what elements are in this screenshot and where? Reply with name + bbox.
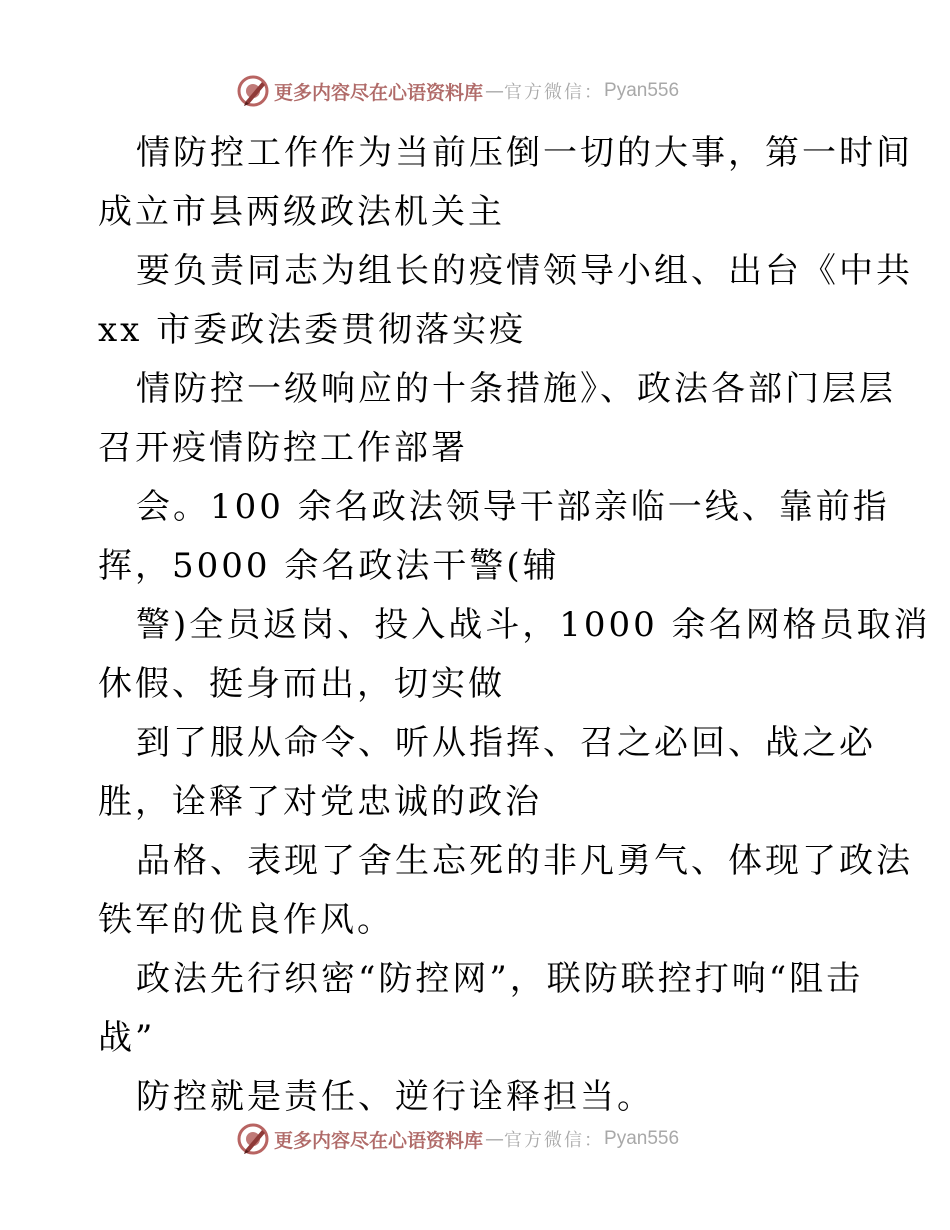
watermark-wechat-id: Pyan556 [604,80,680,101]
watermark-dash: — [485,80,505,102]
paragraph [98,1068,858,1127]
watermark-wechat-id: Pyan556 [604,1128,680,1149]
text-line: 休假、挺身而出，切实做 [98,664,505,704]
text-line: 品格、表现了舍生忘死的非凡勇气、体现了政法 [136,841,913,881]
text-line: 召开疫情防控工作部署 [98,428,468,468]
watermark-wechat-label: 官方微信： [504,1130,605,1151]
text-line: 铁军的优良作风。 [98,900,394,940]
text-line: 胜，诠释了对党忠诚的政治 [98,782,542,822]
text-line: 到了服从命令、听从指挥、召之必回、战之必 [136,723,876,763]
text-line: 防控就是责任、逆行诠释担当。 [136,1077,654,1117]
paragraph [98,832,913,950]
text-line: 警)全员返岗、投入战斗，1000 余名网格员取消 [136,605,931,645]
paragraph [98,478,890,596]
text-line: 情防控工作作为当前压倒一切的大事，第一时间 [136,133,913,173]
text-line: 战” [98,1018,156,1058]
header-watermark-banner [236,73,679,109]
text-line: xx 市委政法委贯彻落实疫 [98,310,527,350]
text-line: 要负责同志为组长的疫情领导小组、出台《中共 [136,251,913,291]
paragraph [98,950,864,1068]
text-line: 成立市县两级政法机关主 [98,192,505,232]
watermark-wechat-label: 官方微信： [504,82,605,103]
paragraph [98,714,876,832]
paragraph [98,242,913,360]
text-line: 政法先行织密“防控网”，联防联控打响“阻击 [136,959,864,999]
text-line: 会。100 余名政法领导干部亲临一线、靠前指 [136,487,890,527]
pen-logo-icon [236,1122,270,1156]
watermark-title: 更多内容尽在心语资料库 [274,81,484,104]
footer-watermark-banner [236,1121,679,1157]
text-line: 情防控一级响应的十条措施》、政法各部门层层 [136,369,896,409]
paragraph [98,124,913,242]
document-body [98,124,931,1127]
paragraph [98,360,896,478]
watermark-dash: — [485,1128,505,1150]
pen-logo-icon [236,74,270,108]
watermark-title: 更多内容尽在心语资料库 [274,1129,484,1152]
text-line: 挥，5000 余名政法干警(辅 [98,546,560,586]
paragraph [98,596,931,714]
